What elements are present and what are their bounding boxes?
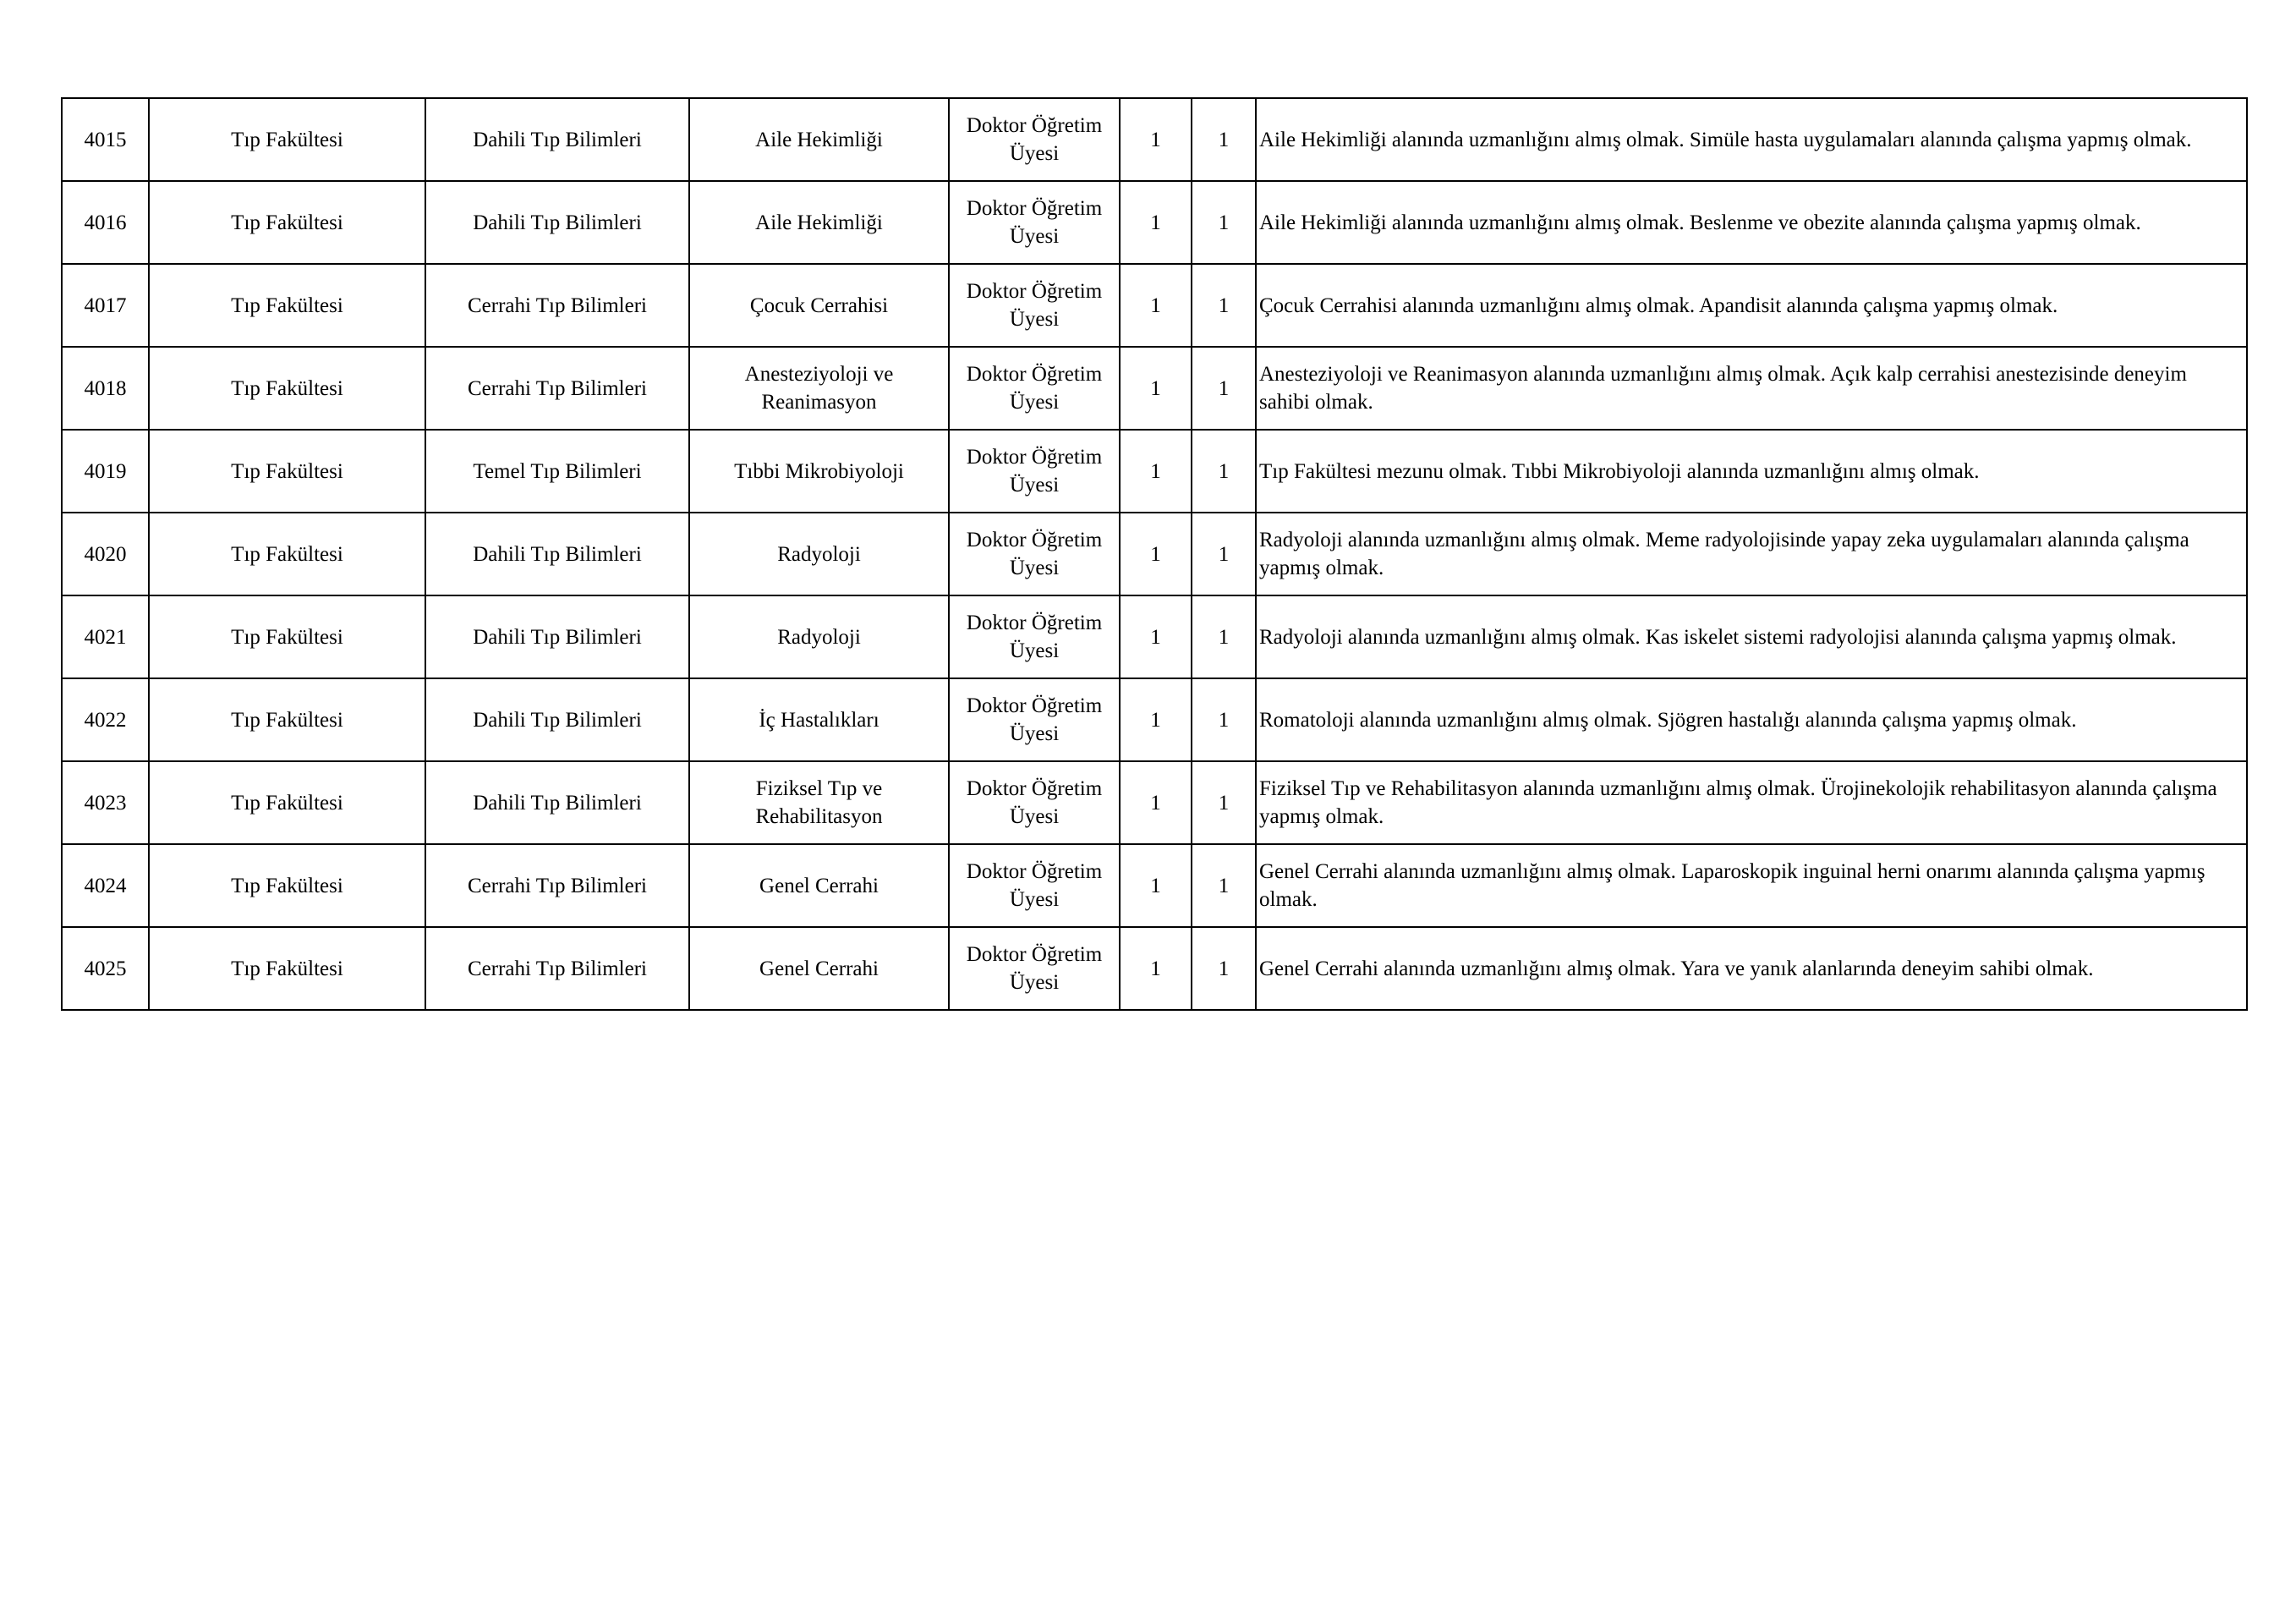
department-cell: Dahili Tıp Bilimleri (425, 98, 689, 181)
academic-title-cell: Doktor Öğretim Üyesi (949, 430, 1120, 513)
positions-table (61, 97, 2248, 1011)
department-cell: Temel Tıp Bilimleri (425, 430, 689, 513)
position-level-cell: 1 (1192, 430, 1256, 513)
academic-title-cell: Doktor Öğretim Üyesi (949, 513, 1120, 595)
department-cell: Cerrahi Tıp Bilimleri (425, 347, 689, 430)
academic-title-cell: Doktor Öğretim Üyesi (949, 181, 1120, 264)
requirements-cell: Genel Cerrahi alanında uzmanlığını almış olmak. Yara ve yanık alanlarında deneyim sahibi olmak. (1256, 927, 2247, 1010)
department-cell: Cerrahi Tıp Bilimleri (425, 264, 689, 347)
position-number-cell: 4015 (62, 98, 149, 181)
academic-title-cell: Doktor Öğretim Üyesi (949, 927, 1120, 1010)
position-count-cell: 1 (1120, 513, 1192, 595)
faculty-cell: Tıp Fakültesi (149, 430, 425, 513)
table-row (62, 181, 2247, 264)
department-cell: Dahili Tıp Bilimleri (425, 181, 689, 264)
program-cell: Anesteziyoloji ve Reanimasyon (689, 347, 949, 430)
position-number-cell: 4024 (62, 844, 149, 927)
department-cell: Dahili Tıp Bilimleri (425, 761, 689, 844)
position-level-cell: 1 (1192, 595, 1256, 678)
faculty-cell: Tıp Fakültesi (149, 181, 425, 264)
department-cell: Cerrahi Tıp Bilimleri (425, 927, 689, 1010)
program-cell: İç Hastalıkları (689, 678, 949, 761)
table-row (62, 430, 2247, 513)
academic-title-cell: Doktor Öğretim Üyesi (949, 595, 1120, 678)
table-row (62, 844, 2247, 927)
position-level-cell: 1 (1192, 761, 1256, 844)
faculty-cell: Tıp Fakültesi (149, 264, 425, 347)
table-row (62, 513, 2247, 595)
table-row (62, 264, 2247, 347)
faculty-cell: Tıp Fakültesi (149, 347, 425, 430)
position-level-cell: 1 (1192, 678, 1256, 761)
program-cell: Tıbbi Mikrobiyoloji (689, 430, 949, 513)
position-level-cell: 1 (1192, 98, 1256, 181)
position-count-cell: 1 (1120, 678, 1192, 761)
position-level-cell: 1 (1192, 513, 1256, 595)
program-cell: Genel Cerrahi (689, 927, 949, 1010)
program-cell: Radyoloji (689, 595, 949, 678)
table-row (62, 98, 2247, 181)
department-cell: Dahili Tıp Bilimleri (425, 595, 689, 678)
table-row (62, 761, 2247, 844)
position-count-cell: 1 (1120, 264, 1192, 347)
requirements-cell: Genel Cerrahi alanında uzmanlığını almış olmak. Laparoskopik inguinal herni onarımı alanında çalışma yapmış olmak. (1256, 844, 2247, 927)
requirements-cell: Aile Hekimliği alanında uzmanlığını almış olmak. Simüle hasta uygulamaları alanında çalışma yapmış olmak. (1256, 98, 2247, 181)
position-number-cell: 4017 (62, 264, 149, 347)
program-cell: Çocuk Cerrahisi (689, 264, 949, 347)
academic-title-cell: Doktor Öğretim Üyesi (949, 347, 1120, 430)
position-number-cell: 4018 (62, 347, 149, 430)
academic-title-cell: Doktor Öğretim Üyesi (949, 98, 1120, 181)
program-cell: Radyoloji (689, 513, 949, 595)
academic-title-cell: Doktor Öğretim Üyesi (949, 678, 1120, 761)
position-level-cell: 1 (1192, 844, 1256, 927)
position-count-cell: 1 (1120, 595, 1192, 678)
position-count-cell: 1 (1120, 181, 1192, 264)
program-cell: Aile Hekimliği (689, 181, 949, 264)
program-cell: Fiziksel Tıp ve Rehabilitasyon (689, 761, 949, 844)
requirements-cell: Çocuk Cerrahisi alanında uzmanlığını almış olmak. Apandisit alanında çalışma yapmış olmak. (1256, 264, 2247, 347)
position-level-cell: 1 (1192, 181, 1256, 264)
requirements-cell: Anesteziyoloji ve Reanimasyon alanında uzmanlığını almış olmak. Açık kalp cerrahisi anestezisinde deneyim sahibi olmak. (1256, 347, 2247, 430)
position-count-cell: 1 (1120, 927, 1192, 1010)
position-number-cell: 4021 (62, 595, 149, 678)
department-cell: Dahili Tıp Bilimleri (425, 678, 689, 761)
position-number-cell: 4022 (62, 678, 149, 761)
position-number-cell: 4025 (62, 927, 149, 1010)
faculty-cell: Tıp Fakültesi (149, 844, 425, 927)
faculty-cell: Tıp Fakültesi (149, 761, 425, 844)
position-number-cell: 4020 (62, 513, 149, 595)
table-row (62, 927, 2247, 1010)
position-count-cell: 1 (1120, 430, 1192, 513)
position-number-cell: 4016 (62, 181, 149, 264)
faculty-cell: Tıp Fakültesi (149, 513, 425, 595)
position-count-cell: 1 (1120, 98, 1192, 181)
table-row (62, 347, 2247, 430)
requirements-cell: Fiziksel Tıp ve Rehabilitasyon alanında uzmanlığını almış olmak. Ürojinekolojik rehabilitasyon alanında çalışma yapmış olmak. (1256, 761, 2247, 844)
department-cell: Cerrahi Tıp Bilimleri (425, 844, 689, 927)
program-cell: Genel Cerrahi (689, 844, 949, 927)
position-level-cell: 1 (1192, 927, 1256, 1010)
faculty-cell: Tıp Fakültesi (149, 595, 425, 678)
requirements-cell: Tıp Fakültesi mezunu olmak. Tıbbi Mikrobiyoloji alanında uzmanlığını almış olmak. (1256, 430, 2247, 513)
position-level-cell: 1 (1192, 264, 1256, 347)
department-cell: Dahili Tıp Bilimleri (425, 513, 689, 595)
faculty-cell: Tıp Fakültesi (149, 927, 425, 1010)
academic-title-cell: Doktor Öğretim Üyesi (949, 844, 1120, 927)
table-row (62, 595, 2247, 678)
positions-table-body (62, 98, 2247, 1010)
program-cell: Aile Hekimliği (689, 98, 949, 181)
position-count-cell: 1 (1120, 844, 1192, 927)
requirements-cell: Radyoloji alanında uzmanlığını almış olmak. Meme radyolojisinde yapay zeka uygulamaları alanında çalışma yapmış olmak. (1256, 513, 2247, 595)
requirements-cell: Radyoloji alanında uzmanlığını almış olmak. Kas iskelet sistemi radyolojisi alanında çalışma yapmış olmak. (1256, 595, 2247, 678)
position-number-cell: 4019 (62, 430, 149, 513)
academic-title-cell: Doktor Öğretim Üyesi (949, 264, 1120, 347)
faculty-cell: Tıp Fakültesi (149, 98, 425, 181)
academic-title-cell: Doktor Öğretim Üyesi (949, 761, 1120, 844)
table-row (62, 678, 2247, 761)
position-count-cell: 1 (1120, 761, 1192, 844)
faculty-cell: Tıp Fakültesi (149, 678, 425, 761)
position-count-cell: 1 (1120, 347, 1192, 430)
requirements-cell: Romatoloji alanında uzmanlığını almış olmak. Sjögren hastalığı alanında çalışma yapmış olmak. (1256, 678, 2247, 761)
position-level-cell: 1 (1192, 347, 1256, 430)
position-number-cell: 4023 (62, 761, 149, 844)
requirements-cell: Aile Hekimliği alanında uzmanlığını almış olmak. Beslenme ve obezite alanında çalışma yapmış olmak. (1256, 181, 2247, 264)
